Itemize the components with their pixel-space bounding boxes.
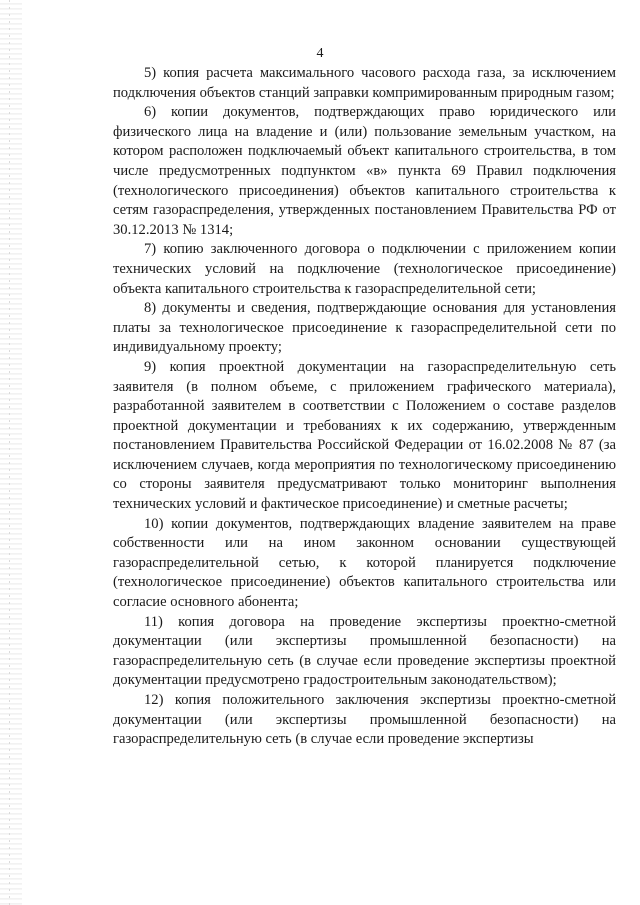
paragraph-item-10: 10) копии документов, подтверждающих владение заявителем на праве собственности или на ином законном основании существующей газораспределительной сетью, к которой планируется подключение (технологическое присоединение) объектов капитального строительства или согласие основного абонента; bbox=[113, 515, 616, 611]
paragraph-item-9: 9) копия проектной документации на газораспределительную сеть заявителя (в полном объеме, с приложением графического материала), разработанной заявителем в соответствии с Положением о составе разделов проектной документации и требованиях к их содержанию, утвержденным постановлением Правительства Российской Федерации от 16.02.2008 № 87 (за исключением случаев, когда мероприятия по технологическому присоединению со стороны заявителя предусматривают только мониторинг выполнения технических условий и фактическое присоединение) и сметные расчеты; bbox=[113, 358, 616, 513]
document-body bbox=[113, 64, 616, 748]
page-number: 4 bbox=[316, 46, 324, 61]
paragraph-item-7: 7) копию заключенного договора о подключении с приложением копии технических условий на подключение (технологическое присоединение) объекта капитального строительства к газораспределительной сети; bbox=[113, 241, 616, 297]
paragraph-item-12: 12) копия положительного заключения экспертизы проектно-сметной документации (или экспертизы промышленной безопасности) на газораспределительную сеть (в случае если проведение экспертизы bbox=[113, 692, 616, 748]
paragraph-item-8: 8) документы и сведения, подтверждающие основания для установления платы за технологическое присоединение к газораспределительной сети по индивидуальному проекту; bbox=[113, 300, 616, 356]
paragraph-item-5: 5) копия расчета максимального часового расхода газа, за исключением подключения объектов станций заправки компримированным природным газом; bbox=[113, 65, 616, 101]
scan-margin-artifact bbox=[0, 0, 22, 905]
paragraph-item-6: 6) копии документов, подтверждающих право юридического или физического лица на владение и (или) пользование земельным участком, на котором расположен подключаемый объект капитального строительства, в том числе предусмотренных подпунктом «в» пункта 69 Правил подключения (технологического присоединения) объектов капитального строительства к сетям газораспределения, утвержденных постановлением Правительства РФ от 30.12.2013 № 1314; bbox=[113, 104, 616, 238]
paragraph-item-11: 11) копия договора на проведение экспертизы проектно-сметной документации (или экспертизы промышленной безопасности) на газораспределительную сеть (в случае если проведение экспертизы проектной документации предусмотрено градостроительным законодательством); bbox=[113, 613, 616, 689]
